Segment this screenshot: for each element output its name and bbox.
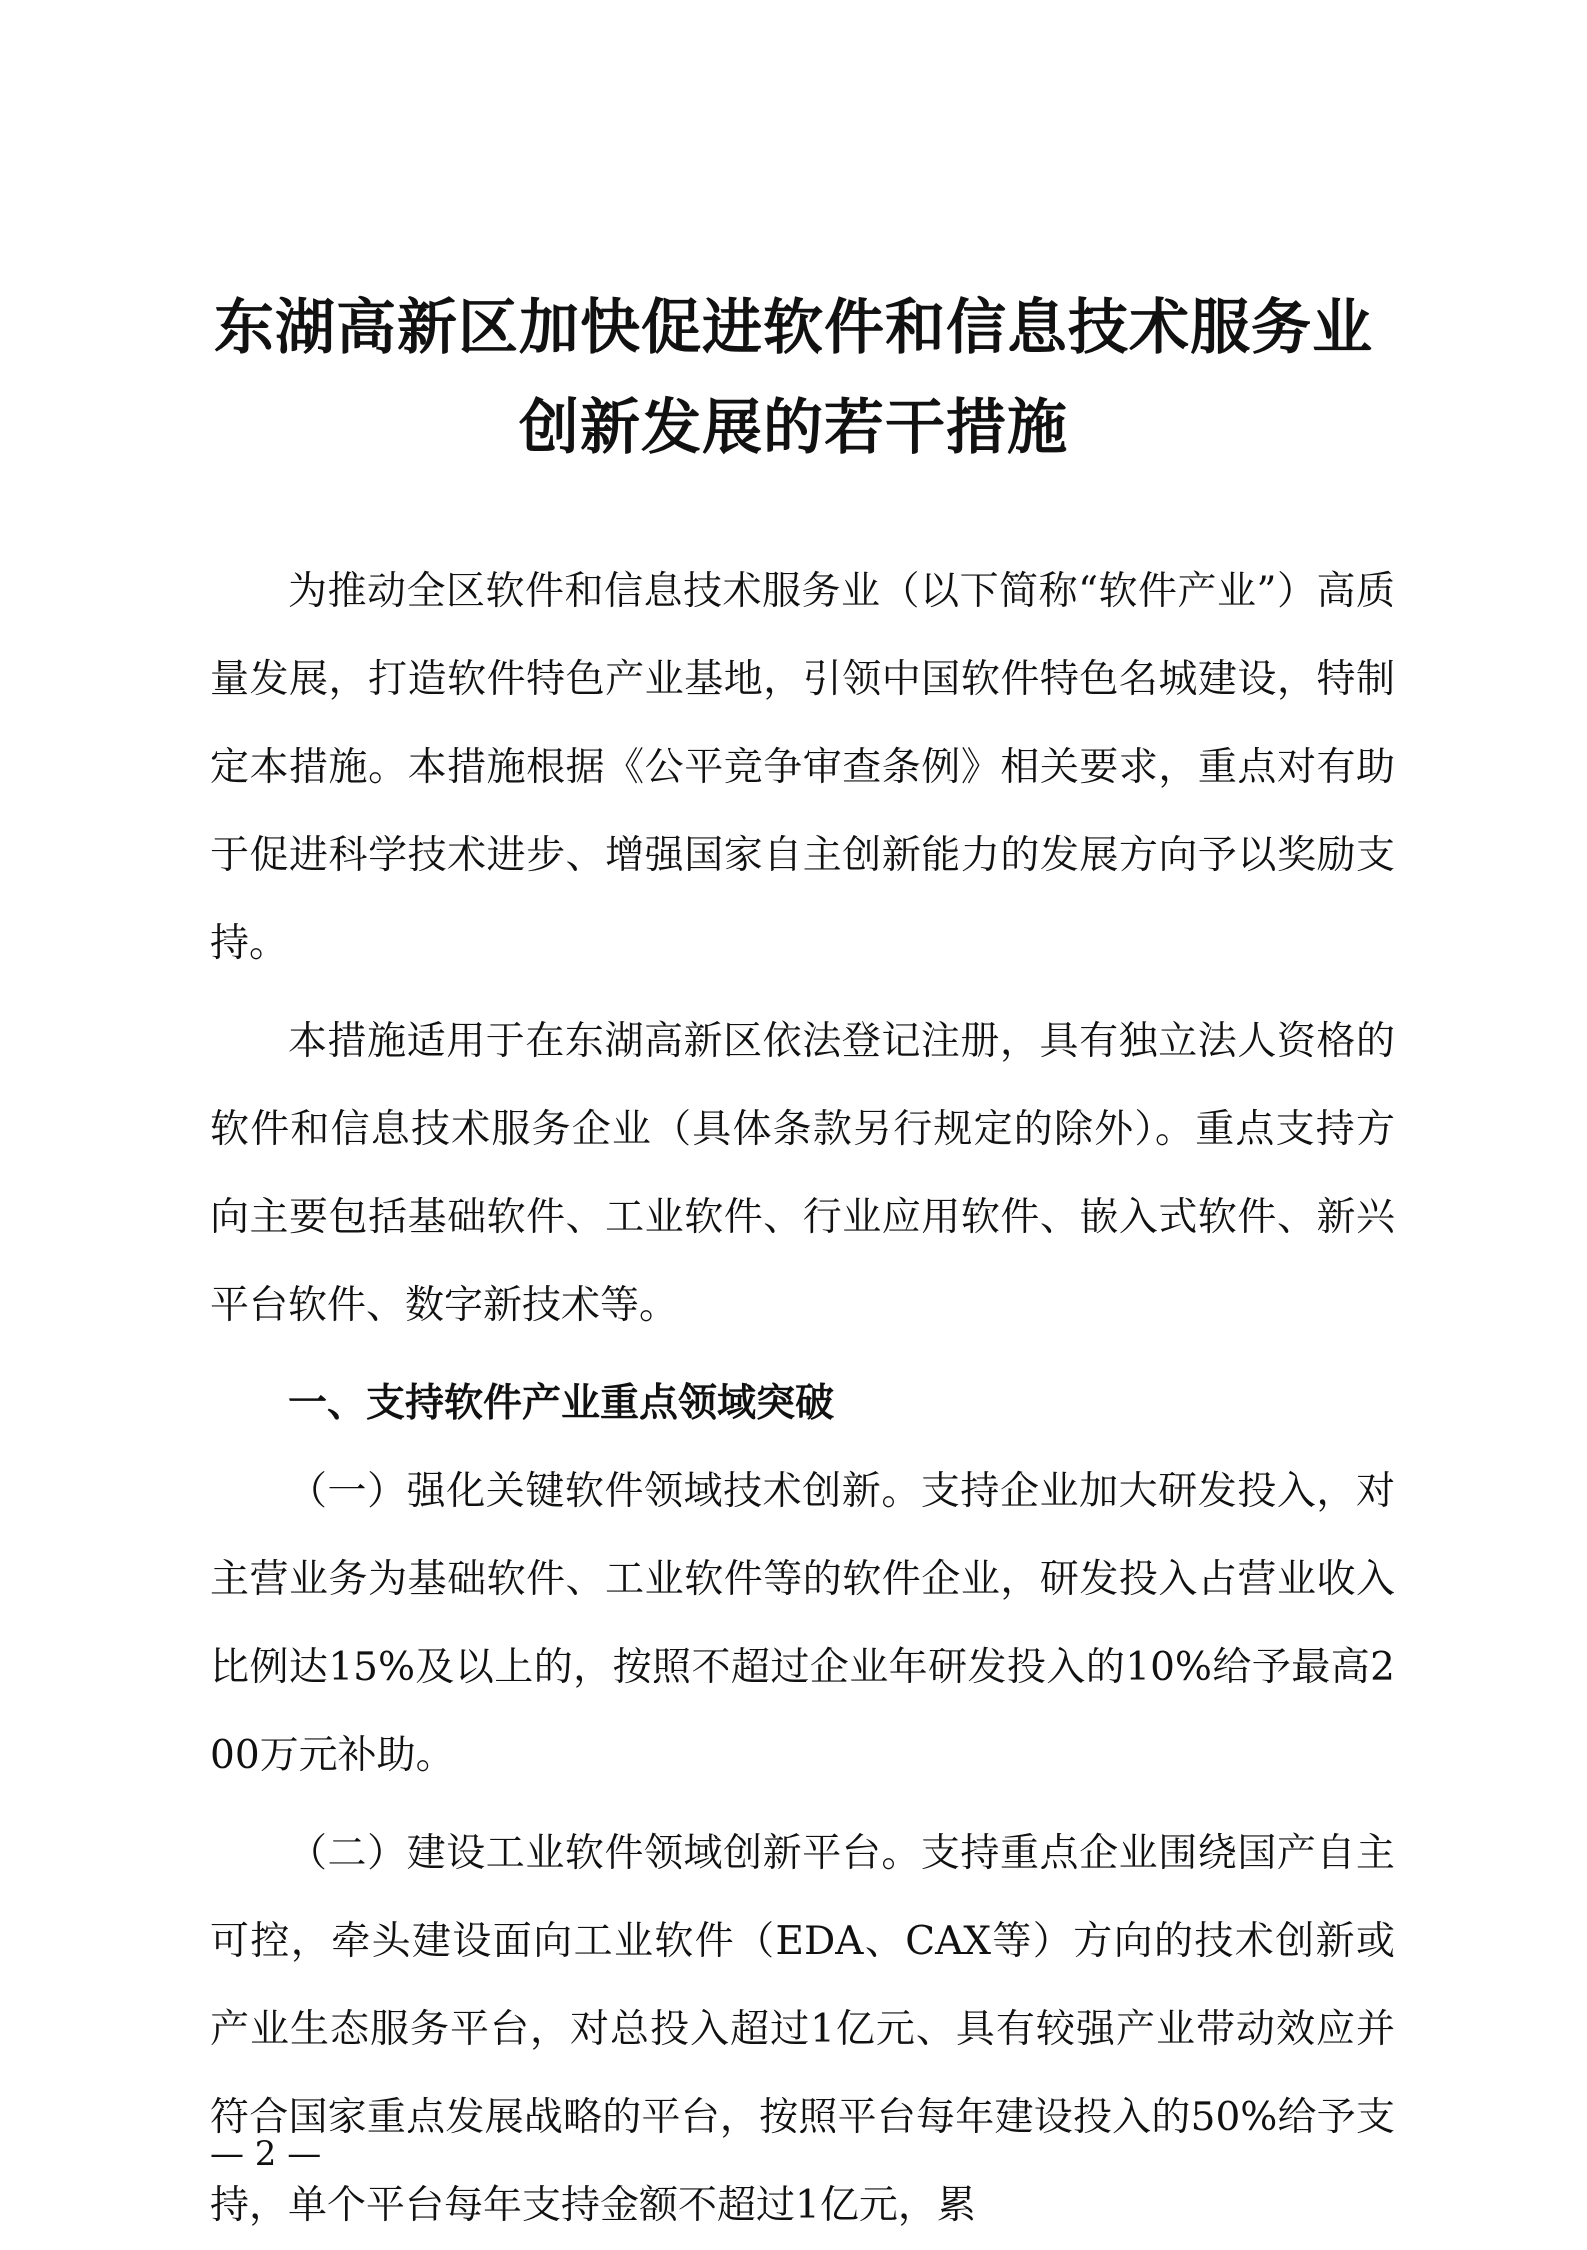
clause-item-1: （一）强化关键软件领域技术创新。支持企业加大研发投入，对主营业务为基础软件、工业软件等的软件企业，研发投入占营业收入比例达15%及以上的，按照不超过企业年研发投入的10%给予最高200万元补助。 <box>210 1469 1395 1778</box>
page-number: — 2 — <box>210 2134 322 2174</box>
title-line-2: 创新发展的若干措施 <box>519 393 1068 463</box>
section-heading-1: 一、支持软件产业重点领域突破 <box>288 1381 835 1426</box>
document-title <box>0 278 1587 478</box>
scope-paragraph: 本措施适用于在东湖高新区依法登记注册，具有独立法人资格的软件和信息技术服务企业（具体条款另行规定的除外）。重点支持方向主要包括基础软件、工业软件、行业应用软件、嵌入式软件、新兴平台软件、数字新技术等。 <box>210 1019 1395 1328</box>
document-body <box>210 548 1395 2250</box>
clause-item-2: （二）建设工业软件领域创新平台。支持重点企业围绕国产自主可控，牵头建设面向工业软件（EDA、CAX等）方向的技术创新或产业生态服务平台，对总投入超过1亿元、具有较强产业带动效应并符合国家重点发展战略的平台，按照平台每年建设投入的50%给予支持，单个平台每年支持金额不超过1亿元，累 <box>210 1831 1395 2228</box>
intro-paragraph: 为推动全区软件和信息技术服务业（以下简称“软件产业”）高质量发展，打造软件特色产业基地，引领中国软件特色名城建设，特制定本措施。本措施根据《公平竞争审查条例》相关要求，重点对有助于促进科学技术进步、增强国家自主创新能力的发展方向予以奖励支持。 <box>210 569 1395 966</box>
title-line-1: 东湖高新区加快促进软件和信息技术服务业 <box>214 293 1373 363</box>
